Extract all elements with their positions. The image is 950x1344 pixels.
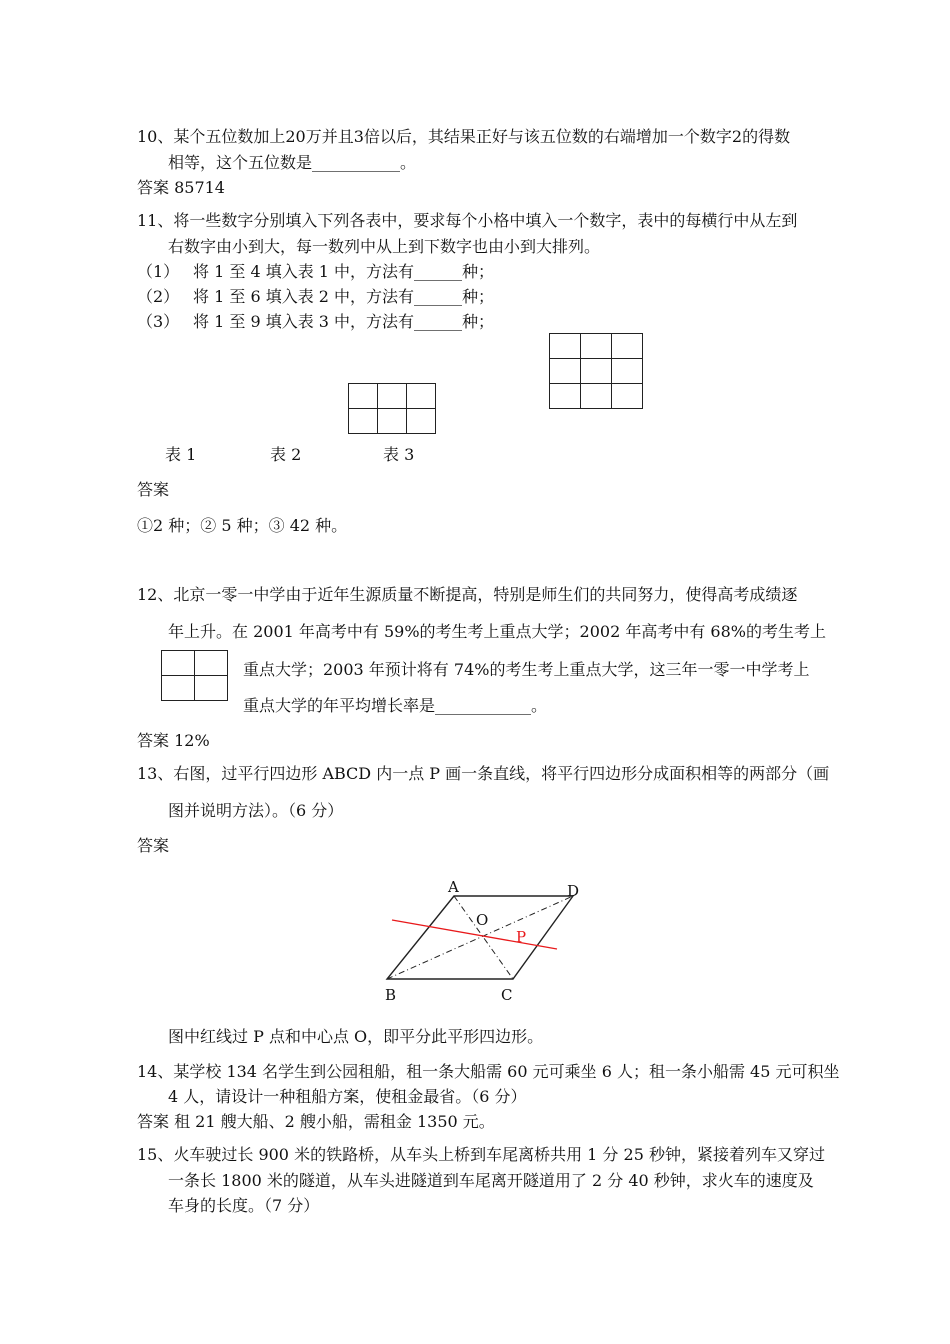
table-2-grid — [348, 383, 436, 434]
q12-line4: 重点大学的年平均增长率是____________。 — [243, 696, 548, 715]
diagonal-ac — [454, 896, 513, 979]
q12-line1: 12、北京一零一中学由于近年生源质量不断提高，特别是师生们的共同努力，使得高考成绩逐 — [137, 585, 798, 604]
table-label: 表 3 — [383, 445, 415, 464]
vertex-label-d: D — [567, 882, 580, 900]
q13-answer-label: 答案 — [137, 836, 170, 855]
vertex-label-b: B — [385, 986, 397, 1004]
vertex-label-c: C — [501, 986, 513, 1004]
table-label: 表 1 — [165, 445, 197, 464]
point-label-p: P — [516, 928, 527, 946]
q11-item-num: （2） — [137, 287, 180, 306]
q12-line3: 重点大学；2003 年预计将有 74%的考生考上重点大学，这三年一零一中学考上 — [243, 660, 810, 679]
q11-item-text: 将 1 至 6 填入表 2 中，方法有______种； — [193, 287, 495, 306]
diagonal-bd — [387, 896, 573, 979]
q10-line2: 相等，这个五位数是___________。 — [168, 153, 417, 172]
q13-line2: 图并说明方法）。（6 分） — [168, 801, 344, 820]
q14-line1: 14、某学校 134 名学生到公园租船，租一条大船需 60 元可乘坐 6 人；租一条小船需 45 元可积坐 — [137, 1062, 840, 1081]
q11-item-num: （1） — [137, 262, 180, 281]
q11-item-num: （3） — [137, 312, 180, 331]
table-label: 表 2 — [270, 445, 302, 464]
q11-item-text: 将 1 至 9 填入表 3 中，方法有______种； — [193, 312, 495, 331]
q11-line1: 11、将一些数字分别填入下列各表中，要求每个小格中填入一个数字，表中的每横行中从左到 — [137, 211, 798, 230]
table-1-grid — [161, 650, 228, 701]
q10-line1: 10、某个五位数加上20万并且3倍以后，其结果正好与该五位数的右端增加一个数字2的得数 — [137, 127, 791, 146]
bisecting-red-line — [392, 920, 557, 949]
q15-line3: 车身的长度。（7 分） — [168, 1196, 320, 1215]
table-3-grid — [549, 333, 643, 409]
q14-answer: 答案 租 21 艘大船、2 艘小船，需租金 1350 元。 — [137, 1112, 495, 1131]
q13-line1: 13、右图，过平行四边形 ABCD 内一点 P 画一条直线，将平行四边形分成面积相等的两部分（画 — [137, 764, 830, 783]
q11-answer: ①2 种；② 5 种；③ 42 种。 — [137, 516, 348, 535]
q15-line2: 一条长 1800 米的隧道，从车头进隧道到车尾离开隧道用了 2 分 40 秒钟，求火车的速度及 — [168, 1171, 814, 1190]
center-label-o: O — [476, 911, 489, 929]
vertex-label-a: A — [448, 878, 459, 896]
q14-line2: 4 人，请设计一种租船方案，使租金最省。（6 分） — [168, 1087, 527, 1106]
q11-item-text: 将 1 至 4 填入表 1 中，方法有______种； — [193, 262, 495, 281]
q10-answer: 答案 85714 — [137, 178, 225, 197]
q15-line1: 15、火车驶过长 900 米的铁路桥，从车头上桥到车尾离桥共用 1 分 25 秒钟，紧接着列车又穿过 — [137, 1145, 825, 1164]
q11-answer-label: 答案 — [137, 480, 170, 499]
q12-answer: 答案 12% — [137, 731, 210, 750]
q12-line2: 年上升。在 2001 年高考中有 59%的考生考上重点大学；2002 年高考中有 68%的考生考上 — [168, 622, 826, 641]
parallelogram-figure — [380, 876, 580, 1006]
q11-line2: 右数字由小到大，每一数列中从上到下数字也由小到大排列。 — [168, 237, 601, 256]
q13-explanation: 图中红线过 P 点和中心点 O，即平分此平形四边形。 — [168, 1027, 544, 1046]
